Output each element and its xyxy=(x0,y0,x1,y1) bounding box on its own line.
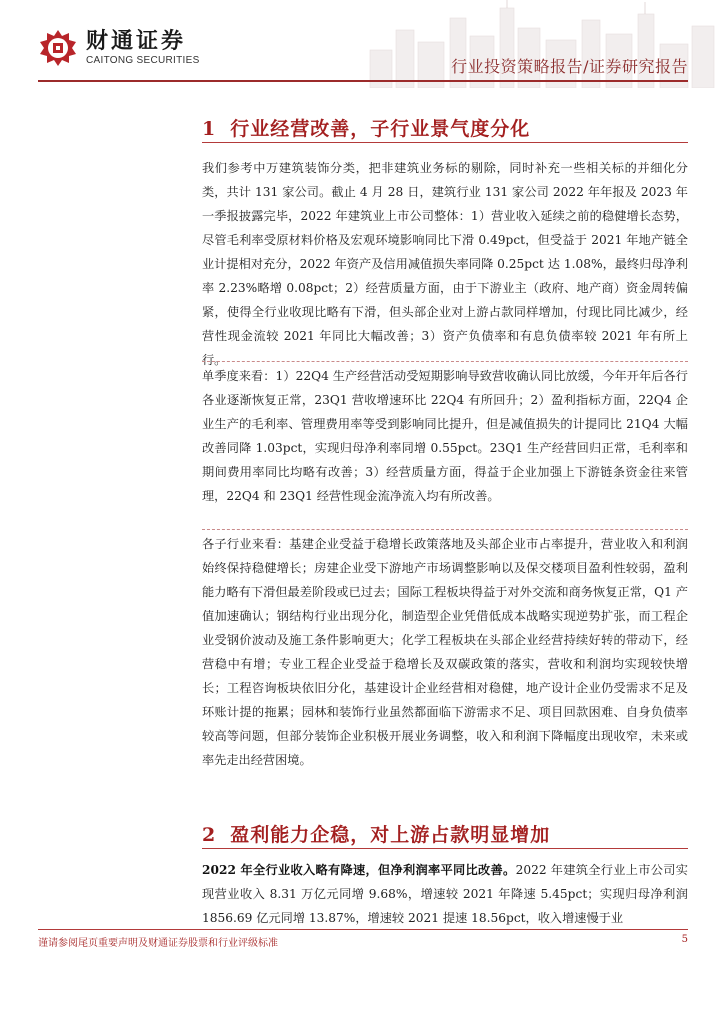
paragraph-text: 各子行业来看：基建企业受益于稳增长政策落地及头部企业市占率提升，营业收入和利润始终保持稳健增长；房建企业受下游地产市场调整影响以及保交楼项目盈利性较弱，盈利能力略有下滑但最差阶段或已过去；国际工程板块得益于对外交流和商务恢复正常，Q1 产值加速确认；钢结构行业出现分化，制造型企业凭借低成本战略实现逆势扩张，而工程企业受钢价波动及施工条件影响更大；化学工程板块在头部企业经营持续好转的带动下，经营稳中有增；专业工程企业受益于稳增长及双碳政策的落实，营收和利润均实现较快增长；工程咨询板块依旧分化，基建设计企业经营相对稳健，地产设计企业仍受需求不足及环账计提的拖累；园林和装饰行业虽然都面临下游需求不足、项目回款困难、自身负债率较高等问题，但部分装饰企业积极开展业务调整，收入和利润下降幅度出现收窄，未来或率先走出经营困境。 xyxy=(202,537,688,767)
section-1-paragraph-2 xyxy=(202,364,688,508)
footer-divider xyxy=(38,929,688,930)
section-1-paragraph-3 xyxy=(202,532,688,772)
page-header xyxy=(0,0,724,90)
paragraph-divider xyxy=(202,361,688,363)
paragraph-text: 单季度来看：1）22Q4 生产经营活动受短期影响导致营收确认同比放缓，今年开年后各行各业逐渐恢复正常，23Q1 营收增速环比 22Q4 有所回升；2）盈利指标方面，22Q4 企业生产的毛利率、管理费用率等受到影响同比提升，但是减值损失的计提同比 21Q4 大幅改善同降 1.03pct，实现归母净利率同增 0.55pct。23Q1 生产经营回归正常，毛利率和期间费用率同比均略有改善；3）经营质量方面，得益于企业加强上下游链条资金往来管理，22Q4 和 23Q1 经营性现金流净流入均有所改善。 xyxy=(202,369,688,503)
section-1-heading xyxy=(202,114,530,141)
section-2-underline xyxy=(202,848,688,849)
footer-disclaimer: 谨请参阅尾页重要声明及财通证券股票和行业评级标准 xyxy=(38,938,278,949)
caitong-coin-icon xyxy=(38,28,78,68)
section-1-paragraph-1 xyxy=(202,156,688,372)
paragraph-divider xyxy=(202,529,688,531)
logo-chinese-name: 财通证券 xyxy=(86,29,187,54)
section-1-number: 1 xyxy=(202,118,217,140)
section-2-heading xyxy=(202,820,550,847)
section-1-title: 行业经营改善，子行业景气度分化 xyxy=(230,118,531,140)
section-1-underline xyxy=(202,142,688,143)
section-2-number: 2 xyxy=(202,824,217,846)
paragraph-text: 2022 年建筑全行业上市公司实现营业收入 8.31 万亿元同增 9.68%，增速较 2021 年降速 5.45pct；实现归母净利润 1856.69 亿元同增 13.87%，增速较 2021 提速 18.56pct，收入增速慢于业 xyxy=(202,863,688,925)
caitong-logo xyxy=(38,28,200,68)
header-divider xyxy=(38,80,688,82)
page-number: 5 xyxy=(681,934,688,945)
logo-english-name: CAITONG SECURITIES xyxy=(86,55,200,66)
section-2-title: 盈利能力企稳，对上游占款明显增加 xyxy=(230,824,551,846)
paragraph-lead: 2022 年全行业收入略有降速，但净利润率平同比改善。 xyxy=(202,863,516,877)
section-2-paragraph-1 xyxy=(202,858,688,930)
paragraph-text: 我们参考中万建筑装饰分类，把非建筑业务标的剔除，同时补充一些相关标的并细化分类，共计 131 家公司。截止 4 月 28 日，建筑行业 131 家公司 2022 年年报及 2023 年一季报披露完毕，2022 年建筑业上市公司整体：1）营业收入延续之前的稳健增长态势，尽管毛利率受原材料价格及宏观环境影响同比下滑 0.49pct，但受益于 2021 年地产链全业计提相对充分，2022 年资产及信用减值损失率同降 0.25pct 达 1.08%，最终归母净利率 2.23%略增 0.08pct；2）经营质量方面，由于下游业主（政府、地产商）资金周转偏紧，使得全行业收现比略有下滑，但头部企业对上游占款同样增加，付现比同比减少，经营性现金流较 2021 年同比大幅改善；3）资产负债率和有息负债率较 2021 年有所上行。 xyxy=(202,161,688,367)
report-type-label: 行业投资策略报告/证券研究报告 xyxy=(451,57,688,76)
